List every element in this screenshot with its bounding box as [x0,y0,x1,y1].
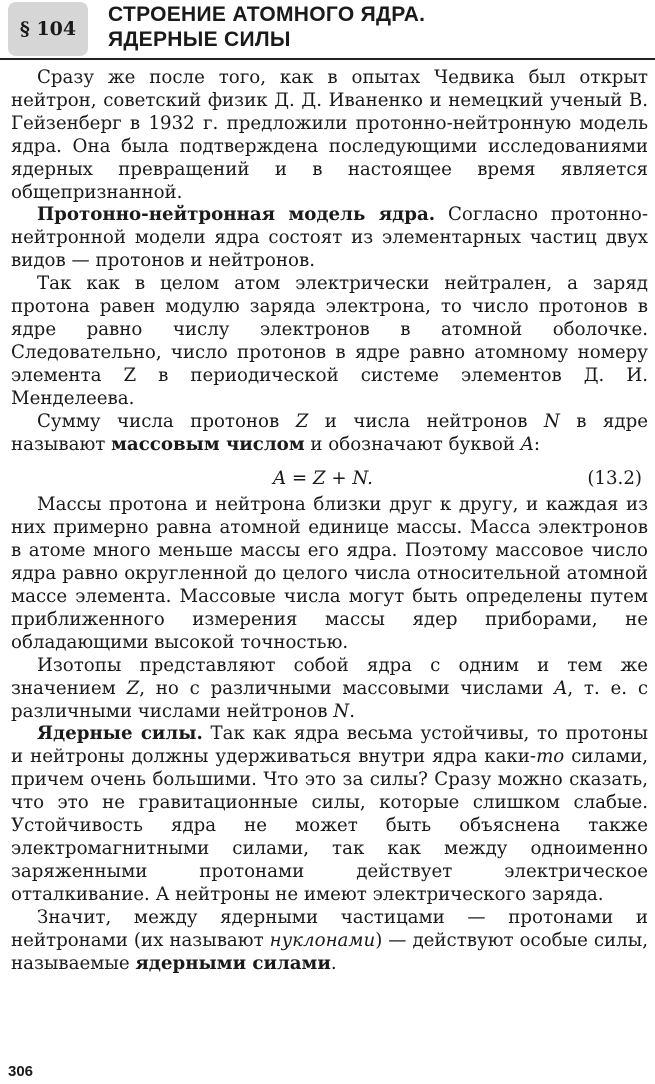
paragraph-model: Протонно-нейтронная модель ядра. Согласно протонно-нейтронной модели ядра состоят из элементарных частиц двух видов — протонов и нейтронов. [11,204,648,272]
term-nuclear-forces: Ядерные силы. [37,723,203,745]
paragraph-neutrality: Так как в целом атом электрически нейтрален, а заряд протона равен модулю заряда электрона, то число протонов в ядре равно числу электронов в атомной оболочке. Следовательно, число протонов в ядре равно атомному номеру элемента Z в периодической системе элементов Д. И. Менделеева. [11,273,648,409]
section-title [108,2,425,52]
formula: A = Z + N. [273,468,373,490]
formula-block [11,464,648,494]
page-body [11,67,648,975]
page-number: 306 [8,1063,34,1080]
term-mass-number: массовым числом [111,433,305,455]
formula-number: (13.2) [587,468,642,490]
paragraph-masses: Массы протона и нейтрона близки друг к другу, и каждая из них примерно равна атомной единице массы. Масса электронов в атоме много меньше массы его ядра. Поэтому массовое число ядра равно округленной до целого числа относительной атомной массе элемента. Массовые числа могут быть определены путем приближенного измерения массы ядер приборами, не обладающими высокой точностью. [11,494,648,653]
title-line-2: ЯДЕРНЫЕ СИЛЫ [108,28,291,51]
paragraph-isotopes: Изотопы представляют собой ядра с одним и тем же значением Z, но с различными массовыми числами A, т. е. с различными числами нейтронов N. [11,654,648,722]
term-proton-neutron-model: Протонно-нейтронная модель ядра. [37,204,436,226]
paragraph-mass-number: Сумму числа протонов Z и числа нейтронов N в ядре называют массовым числом и обозначают буквой A: [11,410,648,455]
paragraph-nuclear-forces: Ядерные силы. Так как ядра весьма устойчивы, то протоны и нейтроны должны удерживаться внутри ядра каки-то силами, причем очень большими. Что это за силы? Сразу можно сказать, что это не гравитационные силы, которые слишком слабые. Устойчивость ядра не может быть объяснена также электромагнитными силами, так как между одноименно заряженными протонами действует электрическое отталкивание. А нейтроны не имеют электрического заряда. [11,723,649,905]
header-divider [0,58,655,60]
paragraph-intro: Сразу же после того, как в опытах Чедвика был открыт нейтрон, советский физик Д. Д. Иваненко и немецкий ученый В. Гейзенберг в 1932 г. предложили протонно-нейтронную модель ядра. Она была подтверждена последующими исследованиями ядерных превращений и в настоящее время является общепризнанной. [11,67,648,203]
section-number-badge: § 104 [8,2,88,56]
section-header [0,0,655,60]
paragraph-nucleons: Значит, между ядерными частицами — протонами и нейтронами (их называют нуклонами) — действуют особые силы, называемые ядерными силами. [11,906,648,974]
title-line-1: СТРОЕНИЕ АТОМНОГО ЯДРА. [108,3,426,26]
term-nucleons: нуклонами [269,929,376,951]
term-nuclear-forces-2: ядерными силами [135,952,331,974]
